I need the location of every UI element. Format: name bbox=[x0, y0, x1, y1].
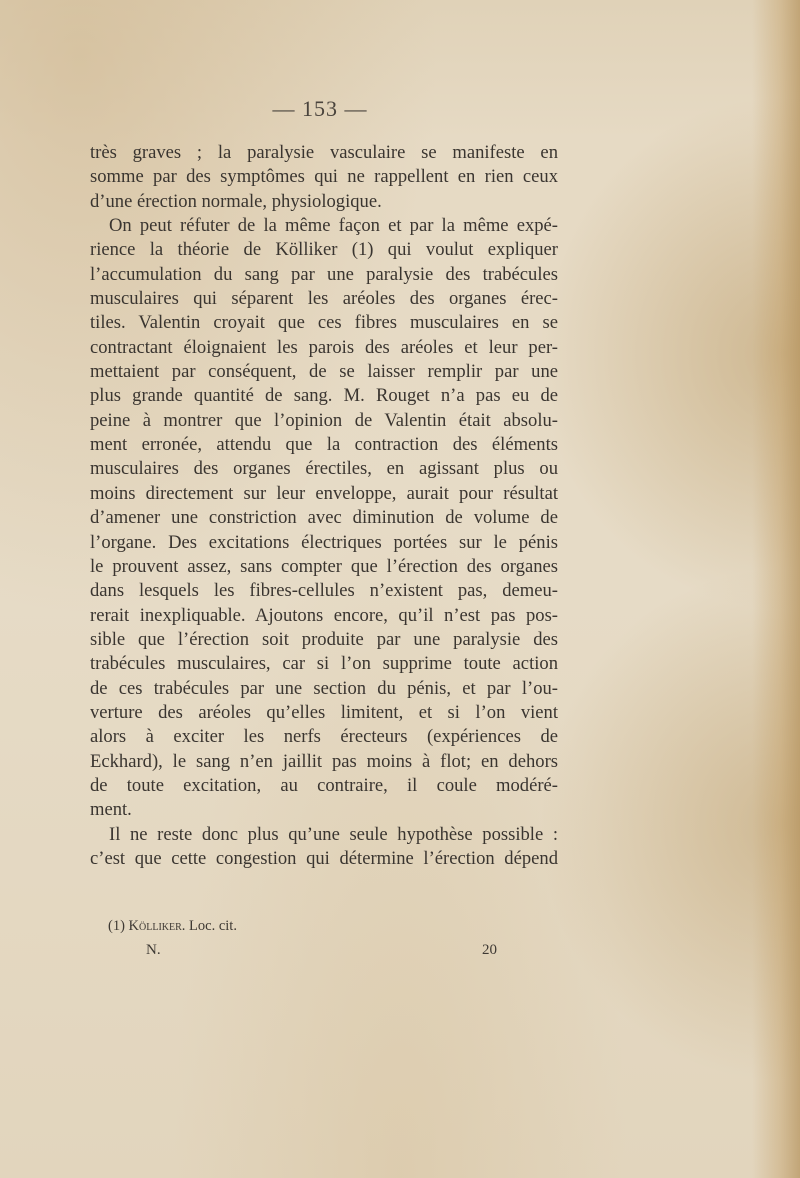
text-line: c’est que cette congestion qui détermine l’érection dépend bbox=[90, 847, 558, 869]
body-text bbox=[90, 141, 558, 871]
text-line: musculaires des organes érectiles, en agissant plus ou bbox=[90, 458, 558, 480]
text-line: le prouvent assez, sans compter que l’érection des organes bbox=[90, 555, 558, 577]
text-line: mettaient par conséquent, de se laisser remplir par une bbox=[90, 361, 558, 383]
text-line: très graves ; la paralysie vasculaire se manifeste en bbox=[90, 142, 558, 163]
signature-mark: N. bbox=[146, 942, 161, 958]
text-line: contractant éloignaient les parois des aréoles et leur per- bbox=[90, 336, 558, 358]
text-line: d’une érection normale, physiologique. bbox=[90, 190, 382, 212]
page-number: — 153 — bbox=[272, 96, 368, 121]
text-line: rience la théorie de Kölliker (1) qui voulut expliquer bbox=[90, 239, 558, 261]
footnote-reference: . Loc. cit. bbox=[181, 918, 237, 934]
text-line: somme par des symptômes qui ne rappellent en rien ceux bbox=[90, 166, 558, 188]
text-line: Eckhard), le sang n’en jaillit pas moins à flot; en dehors bbox=[90, 750, 558, 772]
text-line: de ces trabécules par une section du pénis, et par l’ou- bbox=[90, 677, 558, 699]
text-line: trabécules musculaires, car si l’on supprime toute action bbox=[90, 653, 558, 675]
page-edge-stain bbox=[752, 0, 800, 1178]
text-line: musculaires qui séparent les aréoles des organes érec- bbox=[90, 288, 558, 310]
footnote-marker: (1) bbox=[108, 918, 125, 934]
text-line: d’amener une constriction avec diminution de volume de bbox=[90, 507, 558, 529]
footnote bbox=[108, 918, 237, 935]
text-line: l’accumulation du sang par une paralysie des trabécules bbox=[90, 263, 558, 285]
text-line: peine à montrer que l’opinion de Valentin était absolu- bbox=[90, 409, 558, 431]
text-line: dans lesquels les fibres-cellules n’existent pas, demeu- bbox=[90, 580, 558, 602]
footnote-author: Kölliker bbox=[128, 918, 182, 934]
text-line: rerait inexpliquable. Ajoutons encore, qu’il n’est pas pos- bbox=[90, 604, 558, 626]
text-line: plus grande quantité de sang. M. Rouget n’a pas eu de bbox=[90, 385, 558, 407]
text-line: sible que l’érection soit produite par une paralysie des bbox=[90, 628, 558, 650]
text-line: moins directement sur leur enveloppe, aurait pour résultat bbox=[90, 482, 558, 504]
text-line: l’organe. Des excitations électriques portées sur le pénis bbox=[90, 531, 558, 553]
text-line: alors à exciter les nerfs érecteurs (expériences de bbox=[90, 726, 558, 748]
text-line: On peut réfuter de la même façon et par la même expé- bbox=[109, 215, 558, 237]
text-line: Il ne reste donc plus qu’une seule hypothèse possible : bbox=[109, 823, 558, 845]
sheet-number: 20 bbox=[482, 942, 497, 958]
text-line: verture des aréoles qu’elles limitent, et si l’on vient bbox=[90, 701, 558, 723]
text-line: de toute excitation, au contraire, il coule modéré- bbox=[90, 774, 558, 796]
text-line: ment erronée, attendu que la contraction des éléments bbox=[90, 434, 558, 456]
text-line: tiles. Valentin croyait que ces fibres musculaires en se bbox=[90, 312, 558, 334]
text-line: ment. bbox=[90, 799, 132, 821]
